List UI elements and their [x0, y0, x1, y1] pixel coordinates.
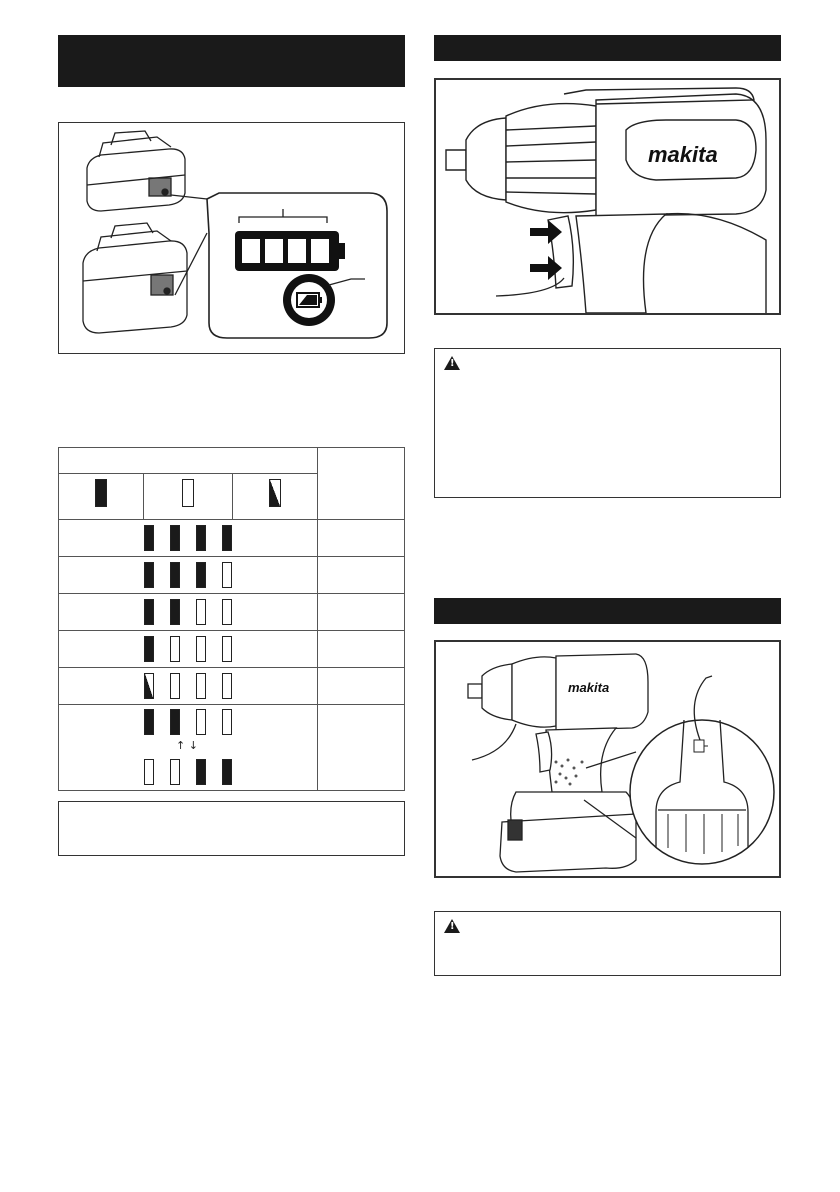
indicator-cell-on	[170, 599, 180, 625]
indicator-cell-off	[222, 636, 232, 662]
indicator-cell-on	[170, 562, 180, 588]
battery-cartridge-small	[87, 131, 185, 211]
brand-logo-small: makita	[568, 680, 610, 695]
table-row-capacity	[318, 705, 405, 791]
switch-action-figure	[434, 78, 781, 315]
indicator-cell-on	[170, 525, 180, 551]
indicator-cell-off	[222, 562, 232, 588]
table-row-capacity	[318, 520, 405, 557]
legend-cell-off	[182, 479, 194, 507]
table-header-remaining-capacity	[318, 448, 405, 520]
warning-icon	[444, 356, 460, 370]
indicator-cell-off	[170, 759, 180, 785]
impact-wrench-trigger-illustration	[436, 80, 779, 313]
impact-wrench-lamp-illustration	[436, 642, 779, 876]
job-lamp	[694, 740, 704, 752]
anvil	[446, 150, 466, 170]
indicator-cell-on	[144, 525, 154, 551]
warning-icon	[444, 919, 460, 933]
indicator-status-table	[58, 447, 405, 791]
indicator-cell-on	[144, 599, 154, 625]
indicator-cell-off	[196, 599, 206, 625]
legend-off	[144, 474, 233, 520]
indicator-cell-on	[196, 525, 206, 551]
table-row	[59, 520, 318, 557]
indicator-cell-off	[222, 709, 232, 735]
table-header-indicator-lamps	[59, 448, 318, 474]
legend-cell-blinking	[269, 479, 281, 507]
table-row	[59, 668, 318, 705]
indicator-cell-off	[170, 636, 180, 662]
indicator-cell-on	[222, 525, 232, 551]
indicator-cell-on	[196, 759, 206, 785]
legend-cell-lighted	[95, 479, 107, 507]
warning-box-2	[434, 911, 781, 976]
battery-figure-illustration	[59, 123, 404, 353]
warning-box-1	[434, 348, 781, 498]
indicator-cell-on	[144, 709, 154, 735]
legend-blinking	[233, 474, 318, 520]
lamp-figure	[434, 640, 781, 878]
indicator-cell-on	[144, 562, 154, 588]
table-row	[59, 631, 318, 668]
brand-logo: makita	[648, 142, 718, 167]
indicator-cell-off	[222, 599, 232, 625]
indicator-cell-off	[222, 673, 232, 699]
table-row	[59, 557, 318, 594]
legend-lighted	[59, 474, 144, 520]
indicator-cell-on	[170, 709, 180, 735]
battery-indicator-figure	[58, 122, 405, 354]
indicator-cell-on	[144, 636, 154, 662]
table-row-capacity	[318, 668, 405, 705]
table-row-capacity	[318, 594, 405, 631]
indicator-cell-off	[170, 673, 180, 699]
battery-cartridge-large	[83, 223, 187, 333]
indicator-cell-off	[144, 759, 154, 785]
indicator-cell-off	[196, 636, 206, 662]
table-row-capacity	[318, 557, 405, 594]
table-row	[59, 594, 318, 631]
note-box	[58, 801, 405, 856]
indicator-cell-on	[196, 562, 206, 588]
section-header-right-1	[434, 35, 781, 61]
table-row-capacity	[318, 631, 405, 668]
toggle-arrows: ↑ ↓	[176, 739, 198, 752]
indicator-cell-half	[144, 673, 154, 699]
indicator-cell-off	[196, 673, 206, 699]
section-header-left	[58, 35, 405, 87]
table-row	[59, 705, 318, 791]
section-header-right-2	[434, 598, 781, 624]
indicator-cell-on	[222, 759, 232, 785]
indicator-cell-off	[196, 709, 206, 735]
